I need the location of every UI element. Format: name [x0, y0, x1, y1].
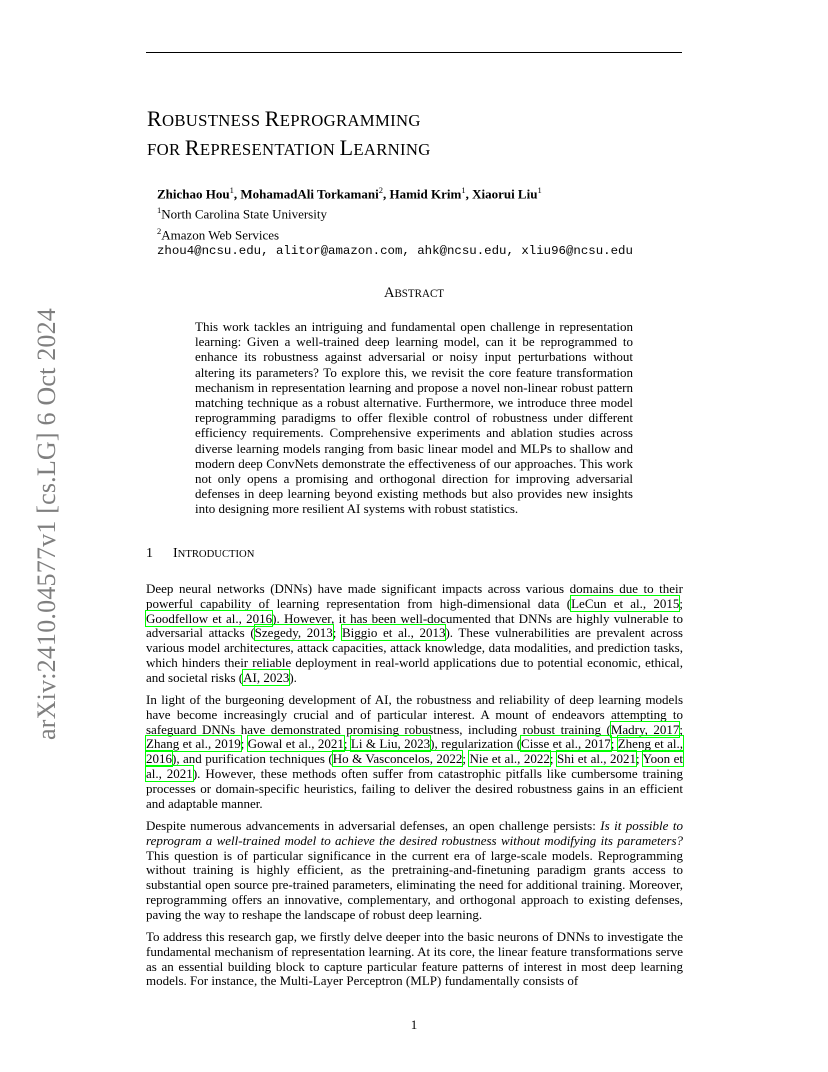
paragraph-1: Deep neural networks (DNNs) have made significant impacts across various domains due to their powerful capability of learning representation from high-dimensional data (LeCun et al., 2015; Goodfellow et al., 2016). However, it has been well-documented that DNNs are highly vulnerable to adversarial attacks (Szegedy, 2013; Biggio et al., 2013). These vulnerabilities are prevalent across various model architectures, attack capacities, attack knowledge, data modalities, and prediction tasks, which hinders their reliable deployment in real-world applications due to potential economic, ethical, and societal risks (AI, 2023). — [146, 581, 683, 685]
citation-link[interactable]: Cisse et al., 2017 — [521, 736, 611, 752]
citation-link[interactable]: Gowal et al., 2021 — [247, 736, 344, 752]
citation-link[interactable]: AI, 2023 — [243, 669, 290, 685]
citation-link[interactable]: Zheng et al., 2016 — [146, 736, 684, 767]
citation-link[interactable]: Ho & Vasconcelos, 2022 — [332, 751, 463, 767]
abstract-heading: ABSTRACT — [383, 285, 445, 301]
citation-link[interactable]: LeCun et al., 2015 — [571, 595, 680, 611]
citation-link[interactable]: Yoon et al., 2021 — [146, 751, 683, 782]
citation-link[interactable]: Biggio et al., 2013 — [341, 625, 446, 641]
paragraph-4: To address this research gap, we firstly delve deeper into the basic neurons of DNNs to investigate the fundamental mechanism of representation learning. At its core, the linear feature transformations serve as an essential building block to capture particular feature patterns of interest in most deep learning models. For instance, the Multi-Layer Perceptron (MLP) fundamentally consists of — [146, 929, 683, 989]
citation-link[interactable]: Li & Liu, 2023 — [350, 736, 431, 752]
citation-link[interactable]: Nie et al., 2022 — [469, 751, 550, 767]
page-number: 1 — [410, 1017, 418, 1032]
paragraph-3: Despite numerous advancements in adversarial defenses, an open challenge persists: Is it possible to reprogram a well-trained model to achieve the desired robustness without modifying its parameters? This question is of particular significance in the current era of large-scale models. Reprogramming without training is highly efficient, as the pretraining-and-finetuning paradigm grants access to substantial open source pre-trained parameters, eliminating the need for additional training. Moreover, reprogramming offers an innovative, complementary, and orthogonal approach to existing defenses, paving the way to reshape the landscape of robust deep learning. — [146, 817, 683, 922]
section-heading-introduction: 1 INTRODUCTION — [146, 546, 255, 561]
affiliation-1: $^1$North Carolina State University — [157, 205, 327, 222]
top-rule — [146, 52, 682, 53]
paragraph-2: In light of the burgeoning development of AI, the robustness and reliability of deep learning models have become increasingly crucial and of particular interest. A mount of endeavors attempting to safeguard DNNs have demonstrated promising robustness, including robust training (Madry, 2017; Zhang et al., 2019; Gowal et al., 2021; Li & Liu, 2023), regularization (Cisse et al., 2017; Zheng et al., 2016), and purification techniques (Ho & Vasconcelos, 2022; Nie et al., 2022; Shi et al., 2021; Yoon et al., 2021). However, these methods often suffer from catastrophic pitfalls like cumbersome training processes or domain-specific heuristics, failing to deliver the desired robustness gains in an efficient and adaptable manner. — [146, 692, 684, 811]
title-line-1: ROBUSTNESS REPROGRAMMING — [147, 106, 421, 131]
citation-link[interactable]: Zhang et al., 2019 — [146, 736, 241, 752]
affiliation-2: $^2$Amazon Web Services — [157, 225, 280, 242]
paper-title — [147, 105, 431, 163]
citation-link[interactable]: Goodfellow et al., 2016 — [146, 610, 273, 626]
author-block — [157, 182, 633, 259]
citation-link[interactable]: Shi et al., 2021 — [556, 751, 636, 767]
arxiv-stamp: arXiv:2410.04577v1 [cs.LG] 6 Oct 2024 — [32, 308, 61, 740]
title-line-2: FOR REPRESENTATION LEARNING — [147, 135, 431, 160]
introduction-body — [146, 582, 683, 997]
citation-link[interactable]: Szegedy, 2013 — [254, 625, 333, 641]
research-question: Is it possible to reprogram a well-trained model to achieve the desired robustness without modifying its parameters? — [146, 817, 683, 848]
citation-link[interactable]: Madry, 2017 — [610, 721, 680, 737]
author-names: Zhichao Hou$^1$, MohamadAli Torkamani$^2$, Hamid Krim$^1$, Xiaorui Liu$^1$ — [157, 185, 542, 202]
abstract-text: This work tackles an intriguing and fundamental open challenge in representation learning: Given a well-trained deep learning model, can it be reprogrammed to enhance its robustness against adversarial or noisy input perturbations without altering its parameters? To explore this, we revisit the core feature transformation mechanism in representation learning and propose a novel non-linear robust pattern matching technique as a robust alternative. Furthermore, we introduce three model reprogramming paradigms to offer flexible control of robustness under different efficiency requirements. Comprehensive experiments and ablation studies across diverse learning models ranging from basic linear model and MLPs to shallow and modern deep ConvNets demonstrate the effectiveness of our approaches. This work not only opens a promising and orthogonal direction for improving adversarial defenses in deep learning beyond existing methods but also provides new insights into designing more resilient AI systems with robust statistics. — [195, 319, 633, 517]
author-emails: zhou4@ncsu.edu, alitor@amazon.com, ahk@ncsu.edu, xliu96@ncsu.edu — [157, 243, 633, 258]
